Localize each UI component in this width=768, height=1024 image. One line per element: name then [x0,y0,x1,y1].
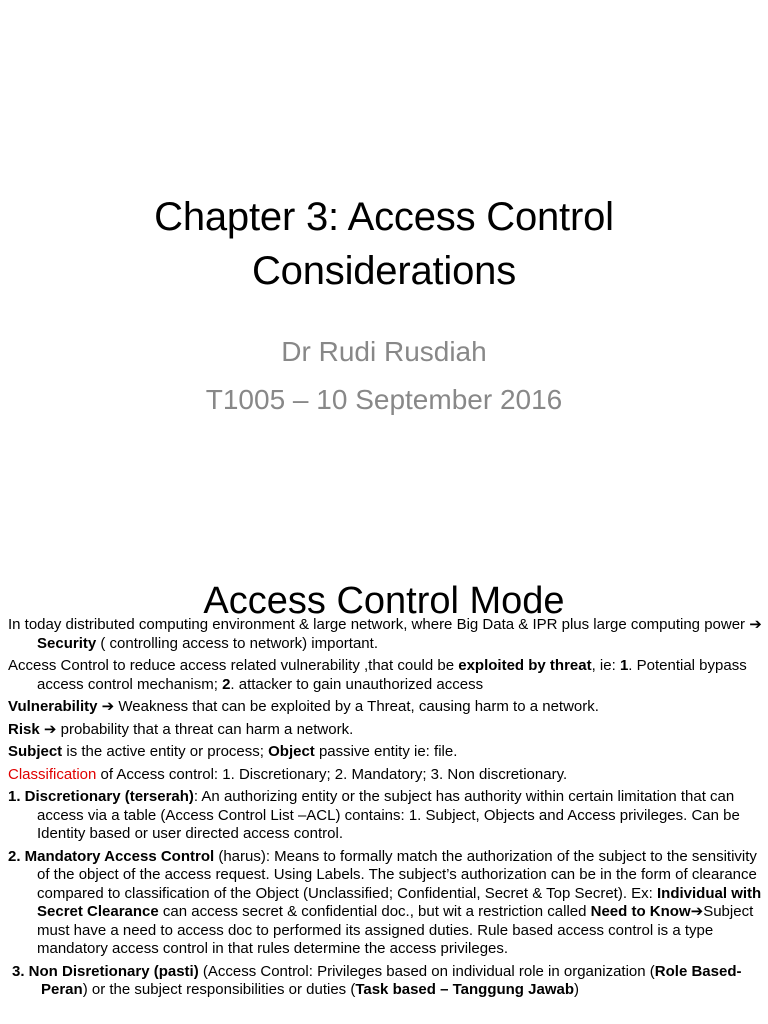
bold-term: exploited by threat [458,657,592,674]
bold-term: Risk [8,720,40,738]
chapter-title-line-1: Chapter 3: Access Control [154,195,614,239]
bold-term: 2. Mandatory Access Control [8,847,215,865]
paragraph-subject-object [8,743,764,762]
text: is the active entity or process; [62,743,269,760]
bold-term: Need to Know [590,903,691,920]
bold-term: Security [37,634,97,652]
arrow-right-icon: ➔ [749,616,762,633]
text: ) [574,981,579,998]
text: In today distributed computing environment & large network, where Big Data & IPR plus large computing power [8,616,750,633]
bold-term: Task based – Tanggung Jawab [355,981,574,998]
paragraph-vulnerability [8,698,764,717]
course-date: T1005 – 10 September 2016 [205,384,563,415]
bold-term: 1. Discretionary (terserah) [8,788,194,805]
arrow-right-icon: ➔ [690,903,704,920]
text: Subject must have a need to access doc to performed its assigned duties. Rule based access control is a type mandatory access control in that rules determine the access privileges. [37,903,754,957]
paragraph-risk [8,721,764,740]
paragraph-access-control [8,657,764,694]
text: passive entity ie: file. [314,743,458,760]
bold-term: Object [268,743,315,760]
content-slide [0,560,768,1024]
text: (harus): Means to formally match the authorization of the subject to the sensitivity of the object of the access request. Using Labels. The subject’s authorization can be in the form of clearance compared to classification of the Object (Unclassified; Confidential, Secret & Top Secret). Ex: [37,847,757,902]
bold-term: 1 [619,657,629,674]
paragraph-non-discretionary [12,963,764,1000]
author-name: Dr Rudi Rusdiah [281,336,487,367]
bold-term: 2 [222,675,231,693]
bold-term: Role Based-Peran [41,962,742,998]
slide-title: Access Control Mode [203,580,565,622]
text: Weakness that can be exploited by a Threat, causing harm to a network. [114,698,599,715]
bold-term: Subject [8,743,63,760]
bold-term: 3. Non Disretionary (pasti) [12,962,199,980]
text: Access Control to reduce access related vulnerability ,that could be [8,657,459,674]
text: ) or the subject responsibilities or duties ( [82,981,356,998]
paragraph-mandatory [8,848,764,959]
text: . Potential bypass access control mechanism; [37,657,747,693]
text: ( controlling access to network) important. [96,634,378,652]
text: probability that a threat can harm a network. [56,720,354,738]
text: (Access Control: Privileges based on individual role in organization ( [198,962,655,980]
paragraph-intro [8,616,764,653]
arrow-right-icon: ➔ [39,720,57,738]
bold-term: Individual with Secret Clearance [37,884,762,920]
text: of Access control: 1. Discretionary; 2. Mandatory; 3. Non discretionary. [96,765,568,783]
text: . attacker to gain unauthorized access [230,675,484,693]
paragraph-discretionary [8,788,764,844]
bold-term: Vulnerability [8,698,98,715]
highlighted-term: Classification [8,765,97,783]
text: : An authorizing entity or the subject has authority within certain limitation that can access via a table (Access Control List –ACL) contains: 1. Subject, Objects and Access privileges. Can be Identity based or user directed access control. [37,788,740,842]
slide-body [8,616,764,1004]
chapter-title-line-2: Considerations [251,249,517,293]
text: can access secret & confidential doc., but wit a restriction called [158,903,591,920]
text: , ie: [591,657,620,674]
paragraph-classification [8,766,764,785]
arrow-right-icon: ➔ [97,698,115,715]
chapter-title [0,190,768,298]
